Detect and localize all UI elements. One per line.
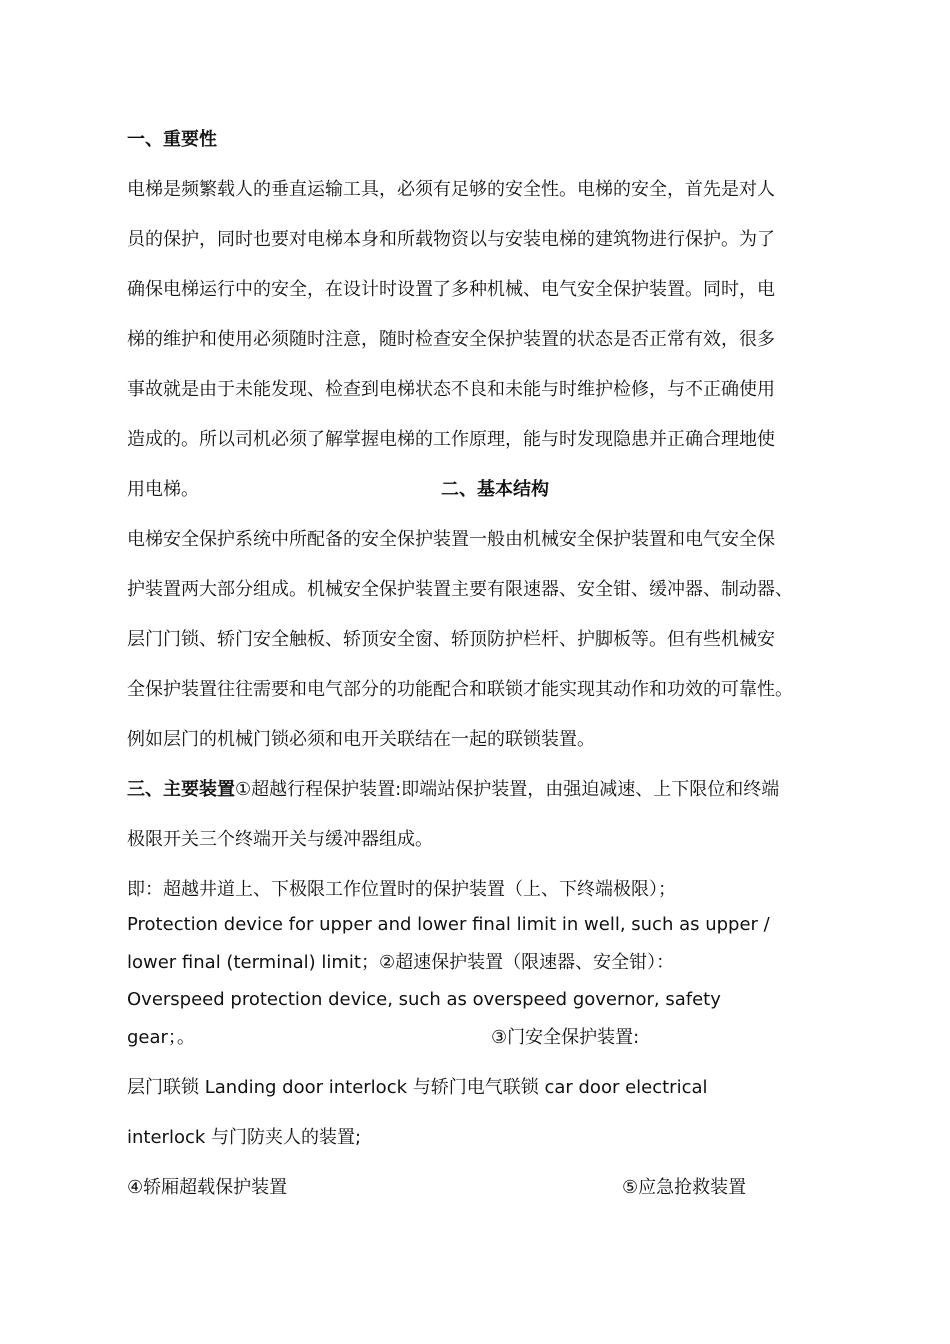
section-heading-importance: 一、重要性 <box>127 129 217 150</box>
paragraph-line: lower final (terminal) limit；②超速保护装置（限速器、安全钳）： <box>127 952 675 973</box>
paragraph-line: 用电梯。 <box>127 479 199 500</box>
emergency-rescue-item: ⑤应急抢救装置 <box>622 1177 747 1198</box>
paragraph-line: Overspeed protection device, such as overspeed governor, safety <box>127 989 721 1010</box>
paragraph-line: Protection device for upper and lower final limit in well, such as upper / <box>127 914 770 935</box>
paragraph-line: 极限开关三个终端开关与缓冲器组成。 <box>127 829 433 850</box>
paragraph-line: 例如层门的机械门锁必须和电开关联结在一起的联锁装置。 <box>127 729 595 750</box>
paragraph-line: 电梯安全保护系统中所配备的安全保护装置一般由机械安全保护装置和电气安全保 <box>127 529 775 550</box>
paragraph-line: 员的保护，同时也要对电梯本身和所载物资以与安装电梯的建筑物进行保护。为了 <box>127 229 775 250</box>
door-safety-item: ③门安全保护装置: <box>491 1027 640 1048</box>
section-heading-main-devices: 三、主要装置 <box>127 779 235 800</box>
main-devices-item-1: ①超越行程保护装置:即端站保护装置，由强迫减速、上下限位和终端 <box>235 779 780 800</box>
paragraph-line: 全保护装置往往需要和电气部分的功能配合和联锁才能实现其动作和功效的可靠性。 <box>127 679 793 700</box>
section-heading-basic-structure: 二、基本结构 <box>441 479 549 500</box>
paragraph-line: 层门门锁、轿门安全触板、轿顶安全窗、轿顶防护栏杆、护脚板等。但有些机械安 <box>127 629 775 650</box>
paragraph-line: 护装置两大部分组成。机械安全保护装置主要有限速器、安全钳、缓冲器、制动器、 <box>127 579 793 600</box>
paragraph-line: 造成的。所以司机必须了解掌握电梯的工作原理，能与时发现隐患并正确合理地使 <box>127 429 775 450</box>
overload-protection-item: ④轿厢超载保护装置 <box>127 1177 288 1198</box>
paragraph-line: interlock 与门防夹人的装置; <box>127 1127 362 1148</box>
main-devices-line <box>127 778 779 802</box>
paragraph-line: gear；。 <box>127 1027 195 1048</box>
paragraph-line: 梯的维护和使用必须随时注意，随时检查安全保护装置的状态是否正常有效，很多 <box>127 329 775 350</box>
paragraph-line: 即：超越井道上、下极限工作位置时的保护装置（上、下终端极限）； <box>127 879 676 900</box>
paragraph-line: 确保电梯运行中的安全，在设计时设置了多种机械、电气安全保护装置。同时，电 <box>127 279 775 300</box>
paragraph-line: 电梯是频繁载人的垂直运输工具，必须有足够的安全性。电梯的安全，首先是对人 <box>127 179 775 200</box>
paragraph-line: 事故就是由于未能发现、检查到电梯状态不良和未能与时维护检修，与不正确使用 <box>127 379 775 400</box>
paragraph-line: 层门联锁 Landing door interlock 与轿门电气联锁 car door electrical <box>127 1077 708 1098</box>
